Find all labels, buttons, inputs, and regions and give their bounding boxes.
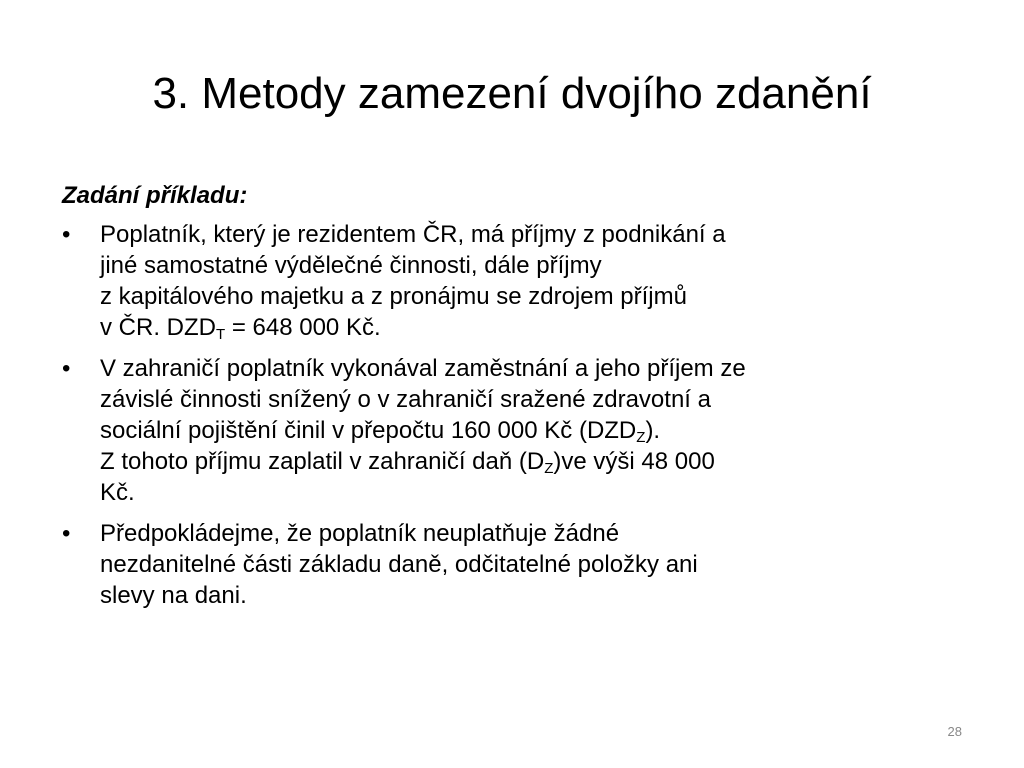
bullet-item-resident-income bbox=[62, 219, 972, 343]
bullet-text-line: nezdanitelné části základu daně, odčitatelné položky ani bbox=[100, 551, 698, 578]
bullet-list bbox=[62, 219, 972, 611]
text-fragment: ). bbox=[645, 417, 661, 444]
bullet-text-line: Kč. bbox=[100, 479, 135, 506]
bullet-text-line: jiné samostatné výdělečné činnosti, dále příjmy bbox=[100, 252, 602, 279]
page-number: 28 bbox=[947, 724, 962, 739]
bullet-text-line bbox=[100, 312, 972, 343]
slide-title: 3. Metody zamezení dvojího zdanění bbox=[152, 69, 872, 118]
bullet-text-line: V zahraničí poplatník vykonával zaměstnání a jeho příjem ze bbox=[100, 355, 746, 382]
bullet-icon: • bbox=[62, 520, 71, 547]
text-fragment: sociální pojištění činil v přepočtu 160 000 Kč (DZD bbox=[100, 417, 637, 444]
bullet-text-line: z kapitálového majetku a z pronájmu se zdrojem příjmů bbox=[100, 283, 687, 310]
bullet-text-line bbox=[100, 446, 972, 477]
subscript: Z bbox=[636, 429, 646, 446]
slide-body bbox=[62, 180, 972, 621]
bullet-text-line: Poplatník, který je rezidentem ČR, má příjmy z podnikání a bbox=[100, 221, 726, 248]
text-fragment: Z tohoto příjmu zaplatil v zahraničí daň (D bbox=[100, 448, 545, 475]
bullet-item-assumption bbox=[62, 518, 972, 611]
bullet-icon: • bbox=[62, 221, 71, 248]
bullet-icon: • bbox=[62, 355, 71, 382]
subscript: T bbox=[216, 326, 226, 343]
bullet-text-line bbox=[100, 415, 972, 446]
bullet-text-line: Předpokládejme, že poplatník neuplatňuje žádné bbox=[100, 520, 620, 547]
bullet-text-line: slevy na dani. bbox=[100, 582, 247, 609]
bullet-item-foreign-income bbox=[62, 353, 972, 508]
text-fragment: v ČR. DZD bbox=[100, 314, 216, 341]
text-fragment: )ve výši 48 000 bbox=[553, 448, 715, 475]
text-fragment: = 648 000 Kč. bbox=[225, 314, 381, 341]
subscript: Z bbox=[544, 460, 554, 477]
bullet-text-line: závislé činnosti snížený o v zahraničí sražené zdravotní a bbox=[100, 386, 711, 413]
example-heading: Zadání příkladu: bbox=[62, 182, 248, 209]
